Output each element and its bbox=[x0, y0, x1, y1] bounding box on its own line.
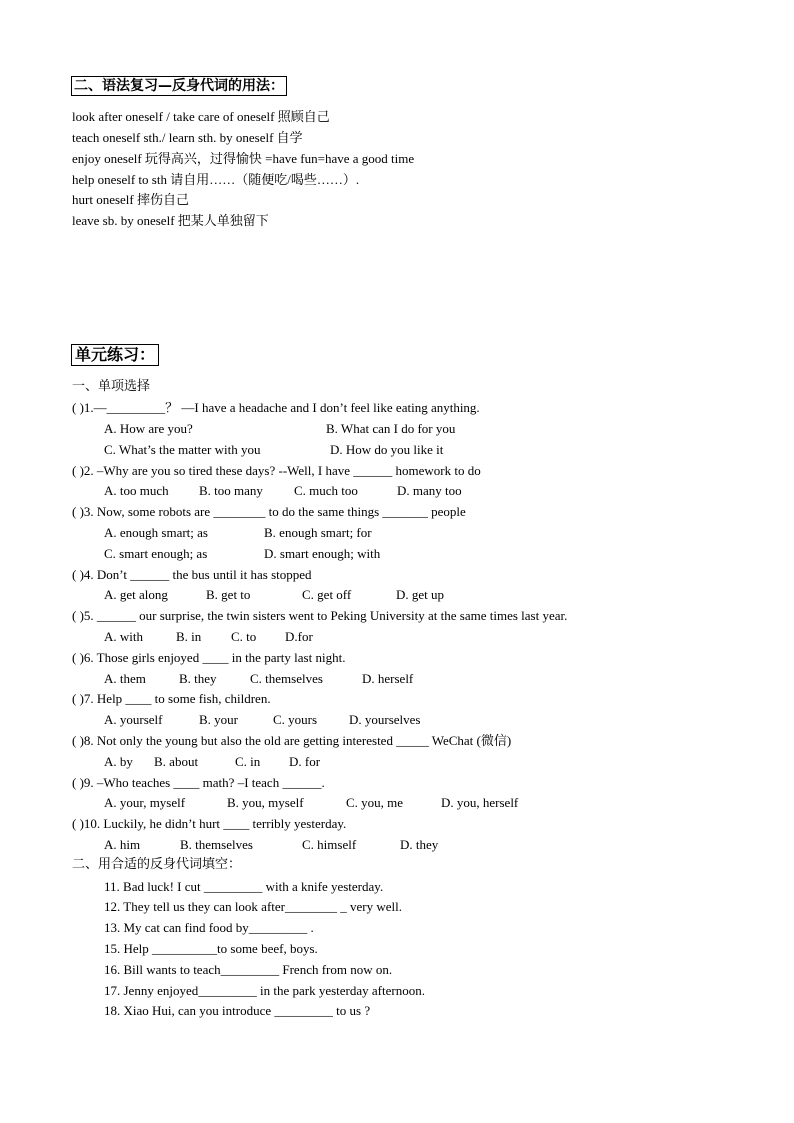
question-1-option-a: A. How are you? bbox=[104, 421, 193, 436]
grammar-line-4: help oneself to sth 请自用……（随便吃/喝些……）. bbox=[72, 172, 360, 187]
question-1-option-d: D. How do you like it bbox=[330, 442, 444, 457]
question-3-option-d: D. smart enough; with bbox=[264, 546, 381, 561]
question-9-option-c: C. you, me bbox=[346, 795, 404, 810]
question-2-option-a: A. too much bbox=[104, 483, 169, 498]
exercises-title: 单元练习： bbox=[71, 344, 159, 366]
question-10-stem: ( )10. Luckily, he didn’t hurt ____ terribly yesterday. bbox=[72, 816, 347, 831]
question-6-option-d: D. herself bbox=[362, 671, 414, 686]
question-3-option-c: C. smart enough; as bbox=[104, 546, 208, 561]
question-2-option-c: C. much too bbox=[294, 483, 358, 498]
question-9-option-d: D. you, herself bbox=[441, 795, 519, 810]
question-8-option-a: A. by bbox=[104, 754, 133, 769]
question-2-stem: ( )2. –Why are you so tired these days? --Well, I have ______ homework to do bbox=[72, 463, 481, 478]
question-4-stem: ( )4. Don’t ______ the bus until it has stopped bbox=[72, 567, 312, 582]
grammar-line-3: enjoy oneself 玩得高兴，过得愉快 =have fun=have a good time bbox=[72, 151, 415, 166]
question-1-stem: ( )1.—_________？ —I have a headache and I don’t feel like eating anything. bbox=[72, 400, 480, 415]
question-5-stem: ( )5. ______ our surprise, the twin sisters went to Peking University at the same times last year. bbox=[72, 608, 568, 623]
question-10-option-c: C. himself bbox=[302, 837, 357, 852]
question-7-option-a: A. yourself bbox=[104, 712, 163, 727]
question-9-option-b: B. you, myself bbox=[227, 795, 304, 810]
fill-item-13: 13. My cat can find food by_________ . bbox=[104, 920, 314, 935]
fill-item-15: 15. Help __________to some beef, boys. bbox=[104, 941, 318, 956]
question-6-option-b: B. they bbox=[179, 671, 217, 686]
grammar-line-1: look after oneself / take care of oneself 照顾自己 bbox=[72, 109, 330, 124]
section1-title: 一、单项选择 bbox=[72, 379, 151, 394]
question-7-option-d: D. yourselves bbox=[349, 712, 421, 727]
fill-item-12: 12. They tell us they can look after________ _ very well. bbox=[104, 899, 402, 914]
question-7-stem: ( )7. Help ____ to some fish, children. bbox=[72, 691, 271, 706]
question-2-option-d: D. many too bbox=[397, 483, 462, 498]
question-10-option-b: B. themselves bbox=[180, 837, 253, 852]
question-4-option-b: B. get to bbox=[206, 587, 251, 602]
question-7-option-b: B. your bbox=[199, 712, 238, 727]
question-10-option-a: A. him bbox=[104, 837, 141, 852]
question-3-option-a: A. enough smart; as bbox=[104, 525, 208, 540]
grammar-line-6: leave sb. by oneself 把某人单独留下 bbox=[72, 213, 269, 228]
question-3-stem: ( )3. Now, some robots are ________ to do the same things _______ people bbox=[72, 504, 466, 519]
question-8-stem: ( )8. Not only the young but also the old are getting interested _____ WeChat (微信) bbox=[72, 733, 512, 748]
question-6-option-a: A. them bbox=[104, 671, 146, 686]
grammar-section-title: 二、语法复习—反身代词的用法： bbox=[71, 76, 287, 96]
question-3-option-b: B. enough smart; for bbox=[264, 525, 372, 540]
question-5-option-c: C. to bbox=[231, 629, 257, 644]
question-2-option-b: B. too many bbox=[199, 483, 263, 498]
question-8-option-b: B. about bbox=[154, 754, 199, 769]
question-4-option-a: A. get along bbox=[104, 587, 168, 602]
question-9-option-a: A. your, myself bbox=[104, 795, 186, 810]
fill-item-11: 11. Bad luck! I cut _________ with a knife yesterday. bbox=[104, 879, 384, 894]
question-8-option-d: D. for bbox=[289, 754, 321, 769]
question-4-option-d: D. get up bbox=[396, 587, 445, 602]
fill-item-16: 16. Bill wants to teach_________ French from now on. bbox=[104, 962, 393, 977]
question-7-option-c: C. yours bbox=[273, 712, 318, 727]
question-8-option-c: C. in bbox=[235, 754, 261, 769]
question-6-option-c: C. themselves bbox=[250, 671, 323, 686]
section2-title: 二、用合适的反身代词填空： bbox=[72, 857, 242, 872]
grammar-line-2: teach oneself sth./ learn sth. by oneself 自学 bbox=[72, 130, 303, 145]
fill-item-18: 18. Xiao Hui, can you introduce _________ to us ? bbox=[104, 1003, 371, 1018]
grammar-line-5: hurt oneself 摔伤自己 bbox=[72, 192, 189, 207]
question-4-option-c: C. get off bbox=[302, 587, 352, 602]
question-5-option-a: A. with bbox=[104, 629, 143, 644]
question-1-option-c: C. What’s the matter with you bbox=[104, 442, 261, 457]
question-5-option-b: B. in bbox=[176, 629, 202, 644]
question-9-stem: ( )9. –Who teaches ____ math? –I teach ______. bbox=[72, 775, 325, 790]
question-6-stem: ( )6. Those girls enjoyed ____ in the party last night. bbox=[72, 650, 346, 665]
question-1-option-b: B. What can I do for you bbox=[326, 421, 456, 436]
fill-item-17: 17. Jenny enjoyed_________ in the park yesterday afternoon. bbox=[104, 983, 425, 998]
question-5-option-d: D.for bbox=[285, 629, 313, 644]
question-10-option-d: D. they bbox=[400, 837, 439, 852]
